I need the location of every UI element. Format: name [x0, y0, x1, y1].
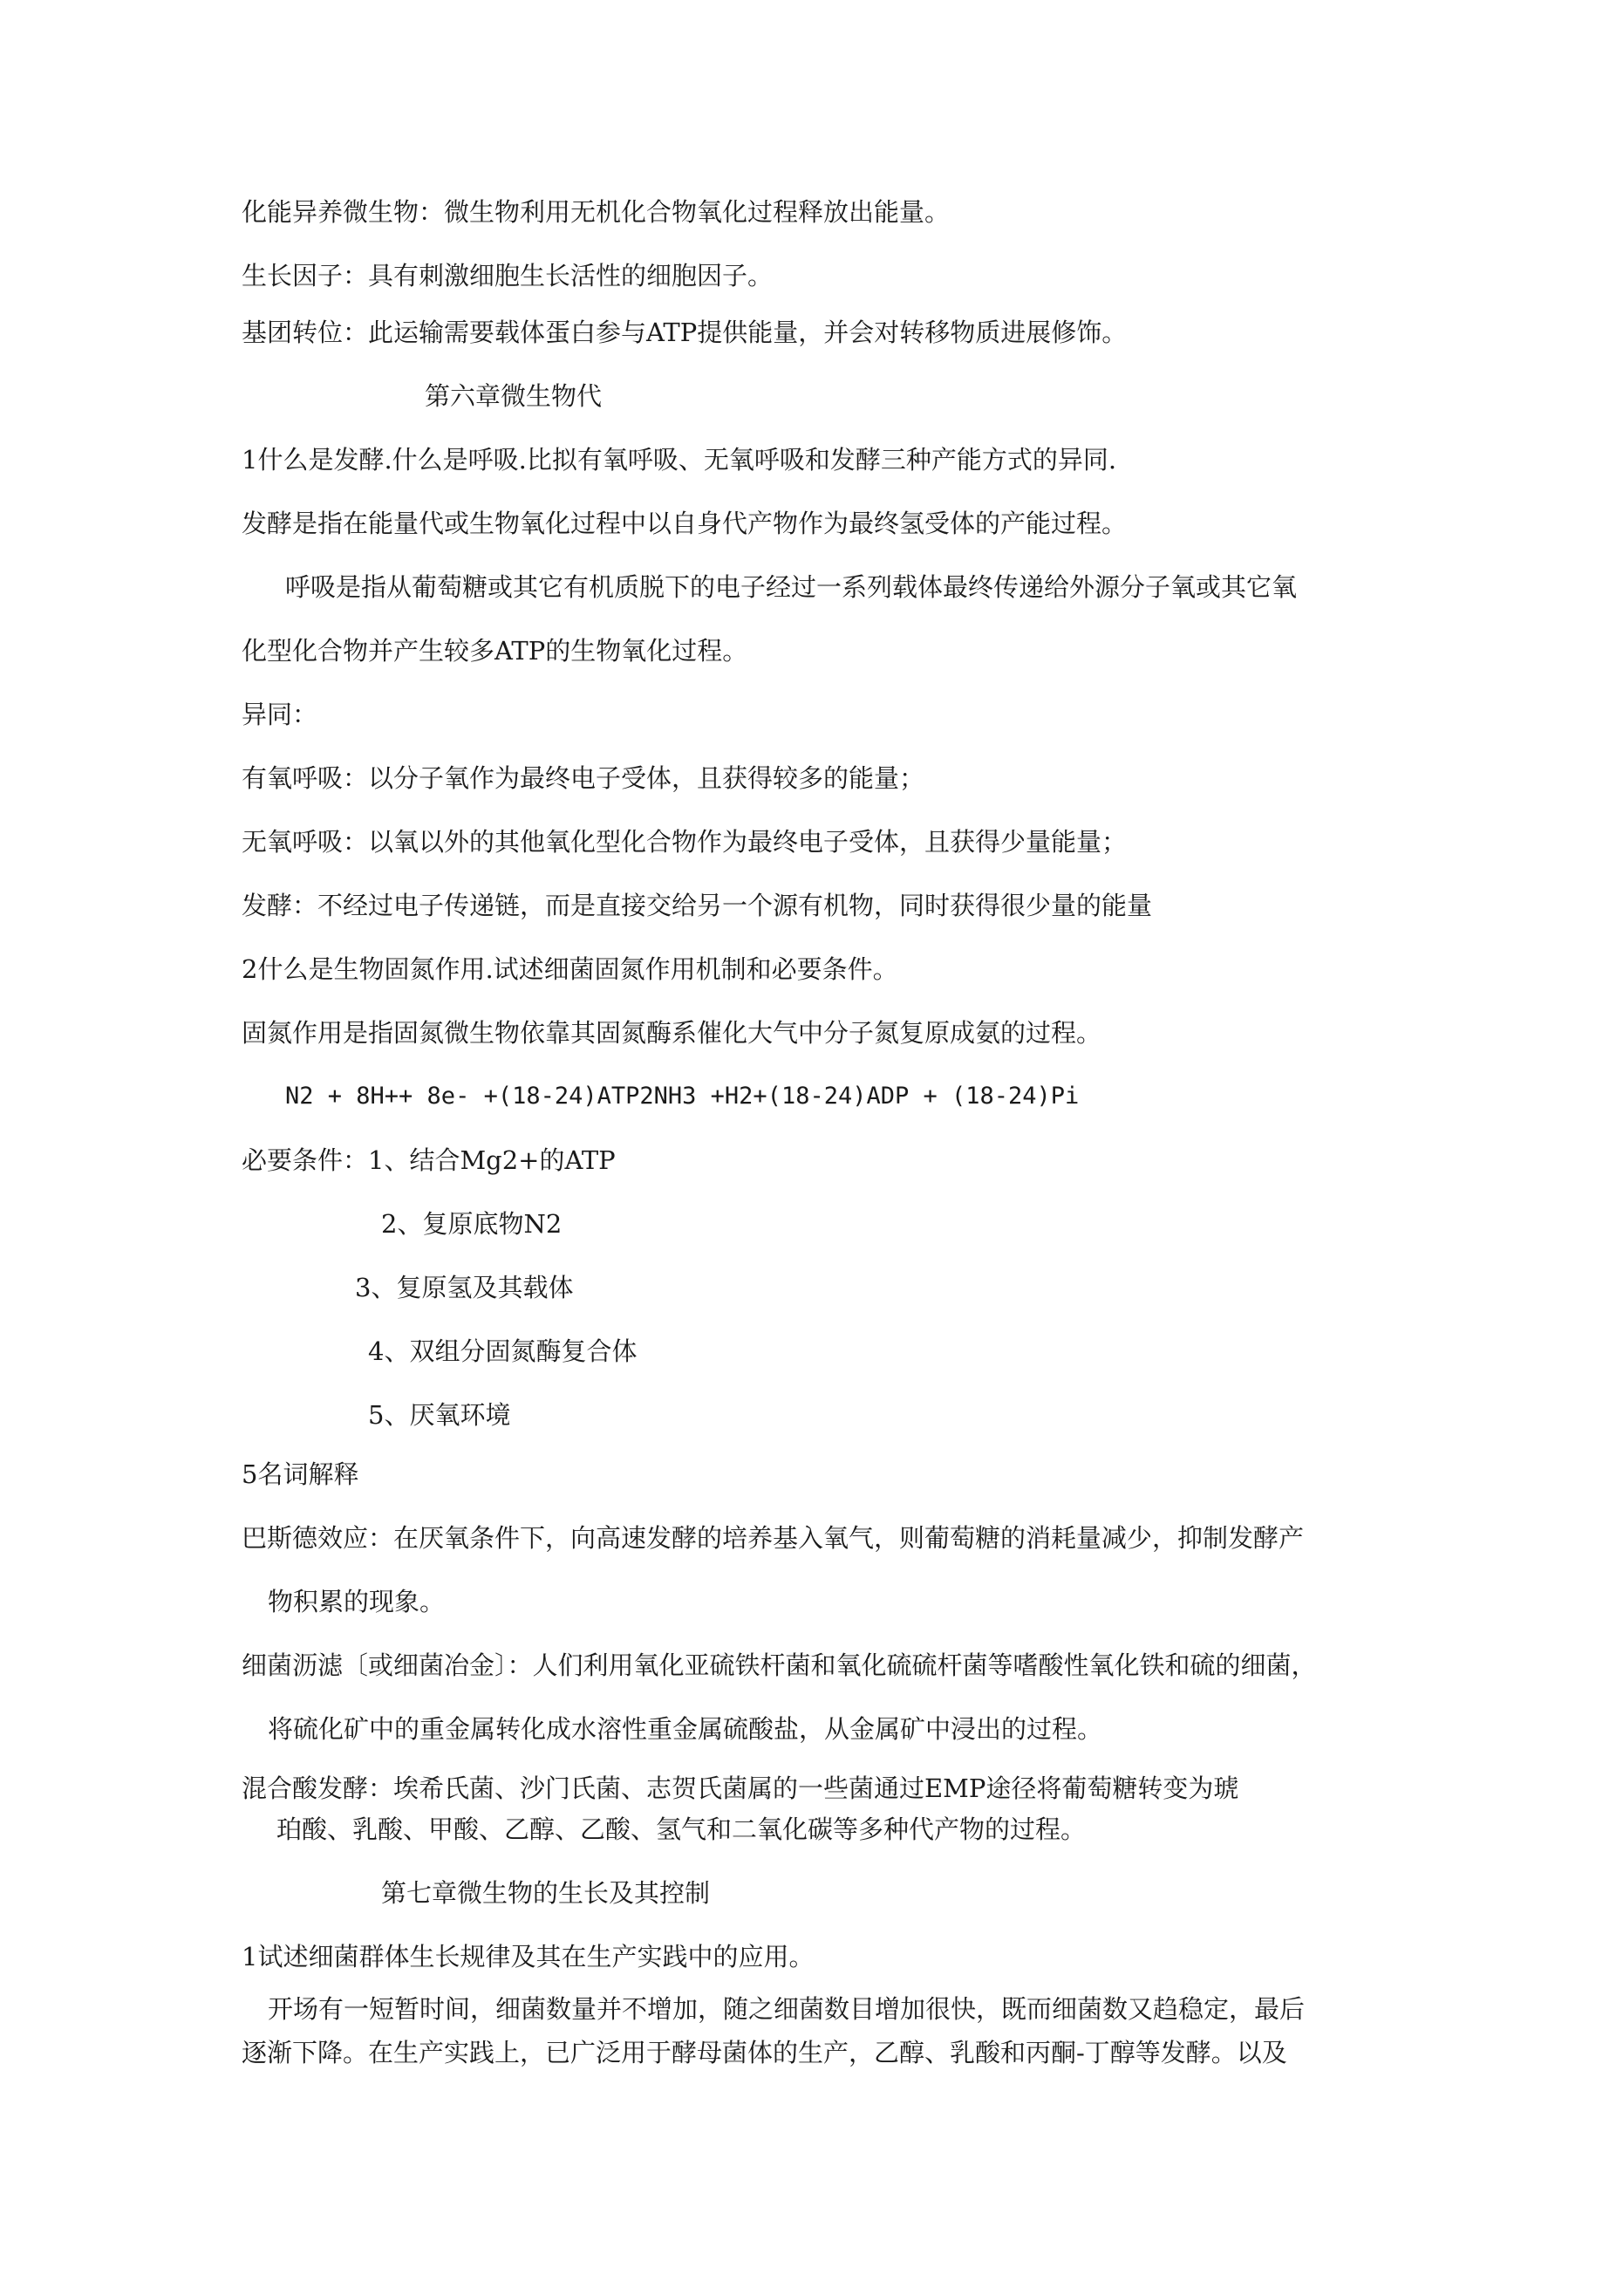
text-line-bacterial-leaching-1: 细菌沥滤〔或细菌冶金〕：人们利用氧化亚硫铁杆菌和氧化硫硫杆菌等嗜酸性氧化铁和硫的细菌，: [242, 1650, 1317, 1680]
text-line-conditions-4: 4、双组分固氮酶复合体: [368, 1336, 638, 1366]
text-line-conditions-5: 5、厌氧环境: [368, 1400, 511, 1430]
text-line-nitrogen-fixation-def: 固氮作用是指固氮微生物依靠其固氮酶系催化大气中分子氮复原成氨的过程。: [242, 1018, 1102, 1048]
text-line-growth-curve-2: 逐渐下降。在生产实践上，已广泛用于酵母菌体的生产，乙醇、乳酸和丙酮-丁醇等发酵。以及: [242, 2038, 1287, 2067]
text-line-chemoheterotroph: 化能异养微生物：微生物利用无机化合物氧化过程释放出能量。: [242, 197, 951, 227]
chapter-6-heading: 第六章微生物代: [425, 381, 603, 411]
question-2: 2什么是生物固氮作用.试述细菌固氮作用机制和必要条件。: [242, 954, 898, 984]
text-line-conditions-2: 2、复原底物N2: [381, 1209, 563, 1239]
chemical-equation: N2 + 8H++ 8e- +(18-24)ATP2NH3 +H2+(18-24)ADP + (18-24)Pi: [285, 1083, 1080, 1110]
text-line-mixed-acid-2: 珀酸、乳酸、甲酸、乙醇、乙酸、氢气和二氧化碳等多种代产物的过程。: [276, 1814, 1087, 1844]
text-line-aerobic: 有氧呼吸：以分子氧作为最终电子受体，且获得较多的能量；: [242, 763, 925, 793]
text-line-respiration-def-1: 呼吸是指从葡萄糖或其它有机质脱下的电子经过一系列载体最终传递给外源分子氧或其它氧: [285, 572, 1298, 602]
question-growth-curve: 1试述细菌群体生长规律及其在生产实践中的应用。: [242, 1942, 815, 1971]
question-1: 1什么是发酵.什么是呼吸.比拟有氧呼吸、无氧呼吸和发酵三种产能方式的异同.: [242, 445, 1117, 475]
text-line-pasteur-effect-1: 巴斯德效应：在厌氧条件下，向高速发酵的培养基入氧气，则葡萄糖的消耗量减少，抑制发酵产: [242, 1523, 1305, 1553]
text-line-pasteur-effect-2: 物积累的现象。: [268, 1587, 446, 1616]
text-line-mixed-acid-1: 混合酸发酵：埃希氏菌、沙门氏菌、志贺氏菌属的一些菌通过EMP途径将葡萄糖转变为琥: [242, 1773, 1239, 1803]
section-term-explanation: 5名词解释: [242, 1459, 359, 1489]
text-line-growth-factor: 生长因子：具有刺激细胞生长活性的细胞因子。: [242, 261, 774, 290]
text-line-conditions-1: 必要条件：1、结合Mg2+的ATP: [242, 1145, 616, 1175]
text-line-respiration-def-2: 化型化合物并产生较多ATP的生物氧化过程。: [242, 636, 748, 666]
text-line-group-translocation: 基团转位：此运输需要载体蛋白参与ATP提供能量，并会对转移物质进展修饰。: [242, 318, 1128, 347]
text-line-differences-label: 异同：: [242, 700, 318, 729]
text-line-fermentation-def: 发酵是指在能量代或生物氧化过程中以自身代产物作为最终氢受体的产能过程。: [242, 509, 1128, 538]
text-line-fermentation: 发酵：不经过电子传递链，而是直接交给另一个源有机物，同时获得很少量的能量: [242, 891, 1153, 920]
chapter-7-heading: 第七章微生物的生长及其控制: [381, 1878, 711, 1908]
text-line-growth-curve-1: 开场有一短暂时间，细菌数量并不增加，随之细菌数目增加很快，既而细菌数又趋稳定，最后: [268, 1994, 1306, 2024]
text-line-anaerobic: 无氧呼吸：以氧以外的其他氧化型化合物作为最终电子受体，且获得少量能量；: [242, 827, 1128, 857]
text-line-bacterial-leaching-2: 将硫化矿中的重金属转化成水溶性重金属硫酸盐，从金属矿中浸出的过程。: [268, 1714, 1103, 1744]
text-line-conditions-3: 3、复原氢及其载体: [355, 1273, 574, 1302]
